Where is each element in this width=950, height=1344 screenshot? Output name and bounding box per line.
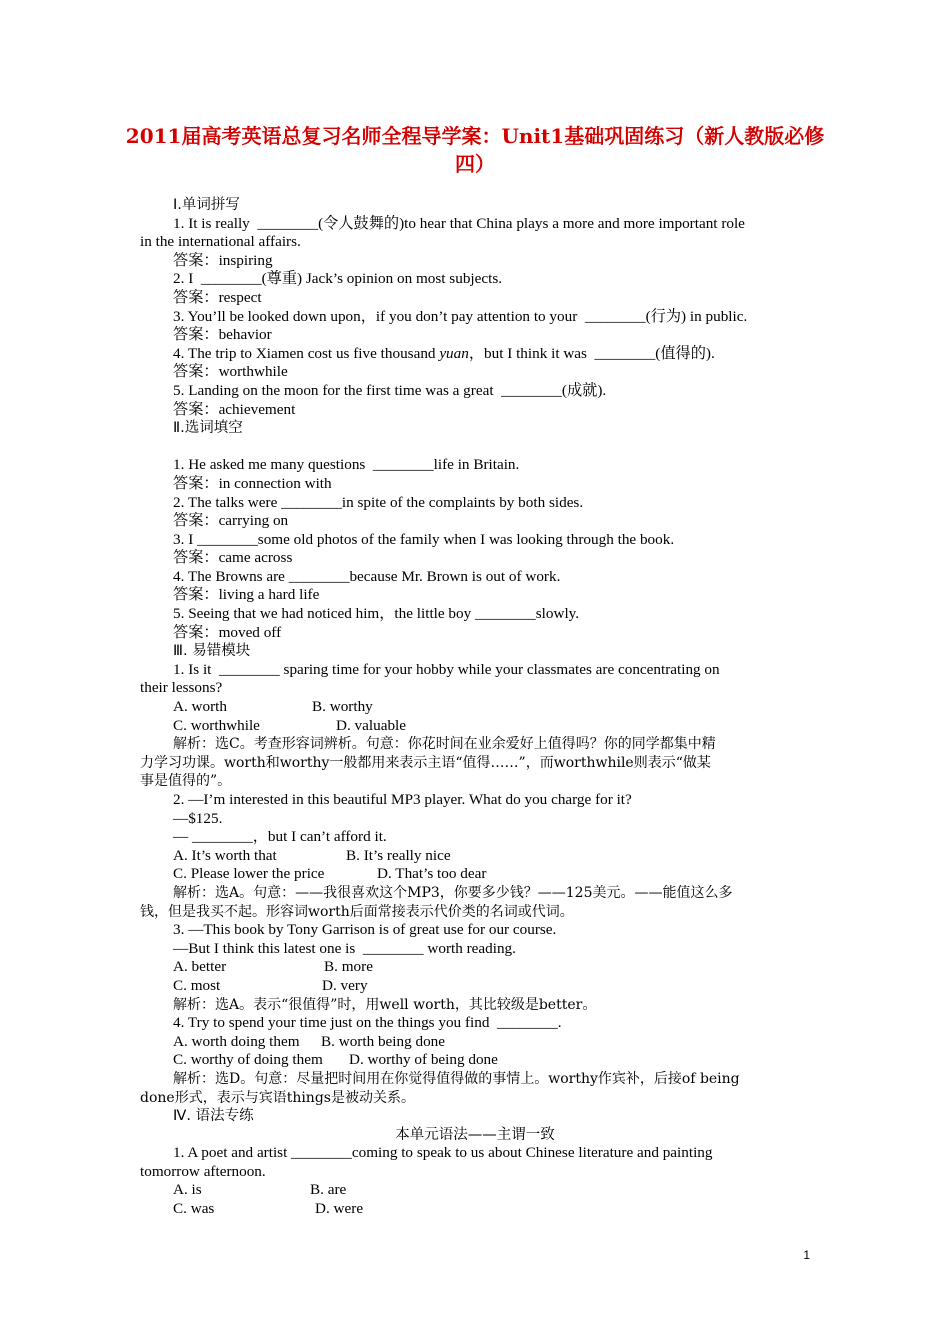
s2-question-1: 1. He asked me many questions ________life in Britain. <box>173 456 520 474</box>
option-c: C. was <box>173 1200 215 1218</box>
s3-question-3-line-2: —But I think this latest one is ________ worth reading. <box>173 939 516 957</box>
s1-answer-4: 答案：worthwhile <box>173 363 288 381</box>
s3-question-4: 4. Try to spend your time just on the things you find ________. <box>173 1014 562 1032</box>
s3-explanation-1: 解析：选C。考查形容词辨析。句意：你花时间在业余爱好上值得吗？你的同学都集中精 <box>173 736 716 753</box>
s3-q1-options-row-2 <box>140 717 810 736</box>
s3-question-2-line-3: — ________，but I can’t afford it. <box>173 828 387 846</box>
s4-q1-options-row-2 <box>140 1200 810 1219</box>
section-1-heading: Ⅰ.单词拼写 <box>173 197 240 213</box>
s3-q3-options-row-2 <box>140 977 810 996</box>
s3-explanation-2: 解析：选A。句意：——我很喜欢这个MP3，你要多少钱？——125美元。——能值这么多 <box>173 884 733 901</box>
s1-answer-2: 答案：respect <box>173 288 262 306</box>
document-body <box>140 196 810 1219</box>
page-number: 1 <box>803 1248 810 1262</box>
s3-q4-options-row-2 <box>140 1051 810 1070</box>
option-b: B. worthy <box>312 698 373 716</box>
s1-question-4 <box>140 345 810 364</box>
option-c: C. most <box>173 976 221 994</box>
s3-q2-options-row-1 <box>140 847 810 866</box>
option-a: A. It’s worth that <box>173 846 277 864</box>
s3-explanation-1-cont2: 事是值得的”。 <box>140 773 232 790</box>
option-d: D. worthy of being done <box>349 1051 498 1069</box>
s3-q3-options-row-1 <box>140 958 810 977</box>
s3-explanation-4: 解析：选D。句意：尽量把时间用在你觉得值得做的事情上。worthy作宾补，后接of being <box>173 1070 740 1087</box>
section-2-heading: Ⅱ.选词填空 <box>173 420 243 437</box>
s2-answer-2: 答案：carrying on <box>173 512 289 530</box>
s3-q1-options-row-1 <box>140 698 810 717</box>
s1-answer-1: 答案：inspiring <box>173 251 273 269</box>
option-d: D. were <box>315 1200 364 1218</box>
option-b: B. more <box>324 958 373 976</box>
s2-question-2: 2. The talks were ________in spite of the complaints by both sides. <box>173 493 584 511</box>
s3-explanation-2-cont: 钱，但是我买不起。形容词worth后面常接表示代价类的名词或代词。 <box>140 903 574 920</box>
s3-question-1-cont: their lessons? <box>140 679 223 697</box>
s4-q1-options-row-1 <box>140 1181 810 1200</box>
document-title: 2011届高考英语总复习名师全程导学案：Unit1基础巩固练习（新人教版必修四） <box>125 124 825 176</box>
s4-question-1-cont: tomorrow afternoon. <box>140 1162 266 1180</box>
s4-question-1: 1. A poet and artist ________coming to speak to us about Chinese literature and painting <box>173 1144 713 1162</box>
s1-answer-3: 答案：behavior <box>173 326 272 344</box>
s3-question-3: 3. —This book by Tony Garrison is of great use for our course. <box>173 921 557 939</box>
section-4-heading: Ⅳ. 语法专练 <box>173 1108 254 1125</box>
option-b: B. are <box>310 1181 347 1199</box>
s2-answer-4: 答案：living a hard life <box>173 586 320 604</box>
s1-question-3: 3. You’ll be looked down upon，if you don’t pay attention to your ________(行为) in public. <box>173 307 748 325</box>
s3-explanation-4-cont: done形式，表示与宾语things是被动关系。 <box>140 1089 415 1106</box>
section-3-heading: Ⅲ. 易错模块 <box>173 643 251 660</box>
s1-q4-text-a: 4. The trip to Xiamen cost us five thousand <box>173 344 440 362</box>
s1-question-5: 5. Landing on the moon for the first time was a great ________(成就). <box>173 381 607 399</box>
s1-question-1: 1. It is really ________(令人鼓舞的)to hear that China plays a more and more important role <box>173 214 745 232</box>
s3-q4-options-row-1 <box>140 1033 810 1052</box>
section-4-subheading: 本单元语法——主谓一致 <box>395 1126 555 1143</box>
s2-answer-5: 答案：moved off <box>173 623 282 641</box>
s2-question-3: 3. I ________some old photos of the family when I was looking through the book. <box>173 530 675 548</box>
s3-question-2: 2. —I’m interested in this beautiful MP3 player. What do you charge for it? <box>173 791 632 808</box>
option-a: A. worth doing them <box>173 1032 300 1050</box>
option-d: D. valuable <box>336 716 407 734</box>
option-a: A. better <box>173 958 227 976</box>
option-a: A. worth <box>173 698 227 716</box>
option-c: C. Please lower the price <box>173 865 325 883</box>
s3-explanation-1-cont: 力学习功课。worth和worthy一般都用来表示主语“值得……”，而worthwhile则表示“做某 <box>140 754 711 771</box>
option-b: B. It’s really nice <box>346 846 451 864</box>
option-b: B. worth being done <box>321 1032 446 1050</box>
option-d: D. That’s too dear <box>377 865 487 883</box>
option-a: A. is <box>173 1181 202 1199</box>
s2-answer-1: 答案：in connection with <box>173 474 332 492</box>
s1-question-2: 2. I ________(尊重) Jack’s opinion on most subjects. <box>173 270 503 288</box>
s3-explanation-3: 解析：选A。表示“很值得”时，用well worth，其比较级是better。 <box>173 996 597 1013</box>
s1-question-1-cont: in the international affairs. <box>140 233 301 251</box>
s2-question-5: 5. Seeing that we had noticed him，the little boy ________slowly. <box>173 605 580 623</box>
s1-q4-text-b: ，but I think it was ________(值得的). <box>468 344 715 362</box>
s3-q2-options-row-2 <box>140 865 810 884</box>
s3-question-2-line-2: —$125. <box>173 809 223 827</box>
option-c: C. worthwhile <box>173 716 260 734</box>
s2-answer-3: 答案：came across <box>173 549 293 567</box>
option-c: C. worthy of doing them <box>173 1051 323 1069</box>
s1-answer-5: 答案：achievement <box>173 400 296 418</box>
s3-question-1: 1. Is it ________ sparing time for your hobby while your classmates are concentrating on <box>173 660 720 678</box>
option-d: D. very <box>322 976 368 994</box>
s2-question-4: 4. The Browns are ________because Mr. Brown is out of work. <box>173 567 561 585</box>
s1-q4-italic: yuan <box>439 344 469 362</box>
